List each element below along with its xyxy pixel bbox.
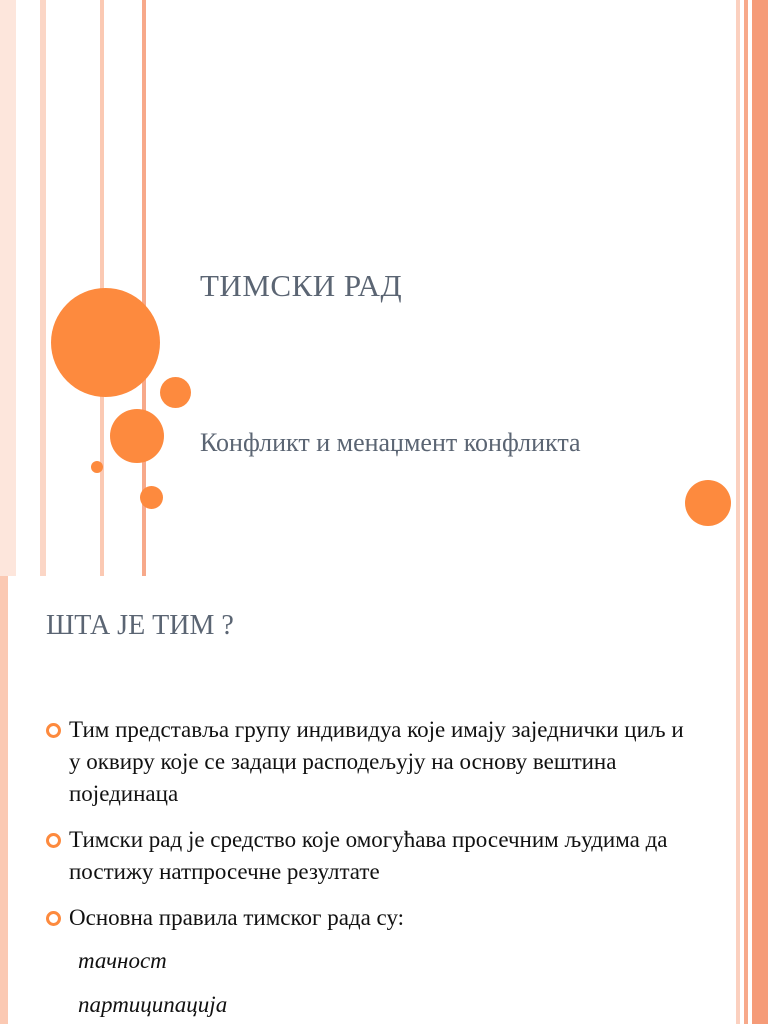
slide-heading: ШТА ЈЕ ТИМ ? [46, 610, 234, 641]
decorative-circle-right [685, 480, 731, 526]
bullet-text: Основна правила тимског рада су: [69, 905, 405, 930]
sub-list-item: тачност [78, 948, 167, 973]
list-item [46, 714, 686, 810]
slide-content [0, 576, 768, 1024]
ring-bullet-icon [46, 833, 61, 848]
bullet-text: Тим представља групу индивидуа које имају заједнички циљ и у оквиру које се задаци расподељују на основу вештина појединаца [69, 717, 684, 806]
slide-title-text: ТИМСКИ РАД [200, 268, 403, 303]
decorative-circle-small [160, 377, 191, 408]
list-item [46, 824, 686, 888]
decorative-stripe-left [0, 576, 8, 1024]
ring-bullet-icon [46, 911, 61, 926]
bullet-text: Тимски рад је средство које омогућава просечним људима да постижу натпросечне резултате [69, 827, 668, 884]
decorative-stripes-right [736, 576, 768, 1024]
decorative-circle-tiny [91, 461, 103, 473]
list-item [46, 902, 686, 934]
decorative-stripes-left [0, 0, 140, 576]
sub-list-item: партиципација [78, 992, 228, 1017]
slide-subtitle-text: Конфликт и менаџмент конфликта [200, 428, 581, 457]
decorative-stripes-right [736, 0, 768, 576]
decorative-circle-medium [110, 409, 164, 463]
bullet-list [46, 714, 686, 948]
decorative-circle-large [51, 288, 160, 397]
ring-bullet-icon [46, 723, 61, 738]
decorative-circle-small [140, 486, 163, 509]
